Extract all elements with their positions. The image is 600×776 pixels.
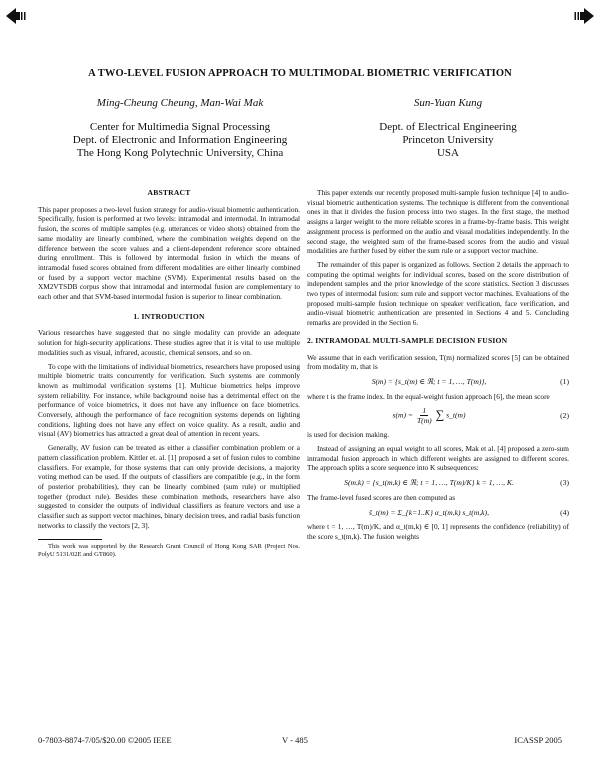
equation-1 xyxy=(307,377,569,387)
equation-3 xyxy=(307,478,569,488)
equation-rhs: s_t(m) xyxy=(446,410,466,420)
author-block-left xyxy=(60,97,300,160)
footer-conference: ICASSP 2005 xyxy=(514,735,562,745)
equation-2 xyxy=(307,406,569,425)
equation-4 xyxy=(307,508,569,518)
author-names: Sun-Yuan Kung xyxy=(413,97,483,109)
paragraph: where t is the frame index. In the equal-weight fusion approach [6], the mean score xyxy=(307,391,550,401)
affiliation-line: The Hong Kong Polytechnic University, China xyxy=(76,147,284,159)
affiliation-line: Dept. of Electronic and Information Engineering xyxy=(72,134,288,146)
footnote: This work was supported by the Research Grant Council of Hong Kong SAR (Project Nos. PolyU 5131/02E and GT860). xyxy=(38,542,300,558)
equation-fraction xyxy=(417,406,432,425)
equation-body: s̃_t(m) = Σ_{k=1..K} α_t(m,k) s_t(m,k), xyxy=(369,507,489,517)
abstract-heading: ABSTRACT xyxy=(147,188,191,197)
paragraph: where t = 1, …, T(m)/K, and α_t(m,k) ∈ [0, 1] represents the confidence (reliability) of the score s_t(m,k). The fusion weights xyxy=(307,522,569,541)
footnote-rule xyxy=(38,539,102,540)
paragraph: We assume that in each verification session, T(m) normalized scores [5] can be obtained from modality m, that is xyxy=(307,352,569,372)
paragraph: is used for decision making. xyxy=(307,430,390,440)
affiliation-line: USA xyxy=(436,147,459,159)
intro-heading: 1. INTRODUCTION xyxy=(133,311,205,321)
author-names: Ming-Cheung Cheung, Man-Wai Mak xyxy=(96,97,264,109)
paragraph: Various researches have suggested that no single modality can provide an adequate solution for high-security applications. These studies agree that it is vital to use multiple modalities such as visual, infrared, acoustic, chemical sensors, and so on. xyxy=(38,328,300,357)
author-block-right xyxy=(348,97,548,160)
right-column xyxy=(307,188,569,546)
left-column xyxy=(38,188,300,559)
equation-number: (4) xyxy=(560,507,569,517)
section-2-heading: 2. INTRAMODAL MULTI-SAMPLE DECISION FUSION xyxy=(307,335,508,345)
equation-lhs: s(m) = xyxy=(392,410,414,420)
paragraph: Generally, AV fusion can be treated as either a classifier combination problem or a pattern classification problem. Kittler et. al. [1] proposed a set of fusion rules to combine classifiers. For example, for those systems that can only provide decisions, a majority voting method can be used. If the outputs of classifiers are compatible (e.g., in the form of posterior probabilities), they can be linearly combined (sum rule) or multiplied together (product rule). Besides these combination methods, researchers have also suggested to consider the outputs of individual classifiers as feature vectors and use a classifier such as support vector machines, binary decision trees, and radial basis function networks to classify the vectors [2, 3]. xyxy=(38,443,300,530)
fraction-denominator: T(m) xyxy=(416,416,432,426)
paragraph: Instead of assigning an equal weight to all scores, Mak et al. [4] proposed a zero-sum intramodal fusion approach in which different weights are assigned to different scores. The approach splits a score sequence into K subsequences: xyxy=(307,444,569,473)
equation-number: (2) xyxy=(560,411,569,420)
summation-symbol: ∑ xyxy=(435,408,445,422)
affiliation-line: Dept. of Electrical Engineering xyxy=(379,121,517,133)
equation-body xyxy=(307,406,551,425)
equation-number: (3) xyxy=(560,478,569,488)
equation-number: (1) xyxy=(560,376,569,386)
paragraph: The frame-level fused scores are then computed as xyxy=(307,492,456,502)
affiliation-line: Center for Multimedia Signal Processing xyxy=(89,121,271,133)
abstract-text: This paper proposes a two-level fusion strategy for audio-visual biometric authentication. Specifically, fusion is performed at two levels: intramodal and intermodal. In intramodal fusion, the scores of multiple samples (e.g. utterances or video shots) obtained from the same modality are linearly combined, where the combination weights depend on the difference between the score values and a client-dependent reference score obtained during enrollment. This is followed by intermodal fusion in which the means of intramodal fused scores obtained from different modalities are either linearly combined or fused by a support vector machine (SVM). Experimental results based on the XM2VTSDB corpus show that intramodal and intermodal fusion are complementary to each other and that SVM-based intermodal fusion is superior to linear combination. xyxy=(38,204,300,302)
arrow-left-icon[interactable] xyxy=(6,8,28,24)
footer-isbn: 0-7803-8874-7/05/$20.00 ©2005 IEEE xyxy=(38,735,172,745)
fraction-numerator: 1 xyxy=(422,406,427,416)
footer-page-number: V - 485 xyxy=(282,735,308,745)
paragraph: The remainder of this paper is organized as follows. Section 2 details the approach to computing the optimal weights for individual scores, based on the score distribution of independent samples and the prior knowledge of the score statistics. Section 3 discusses two types of intermodal fusion: sum rule and support vector machines. Evaluations of the proposed multi-sample fusion technique on speaker verification, face verification, and audio-visual biometric authentication are presented in Sections 4 and 5. Concluding remarks are provided in the Section 6. xyxy=(307,259,569,328)
arrow-right-icon[interactable] xyxy=(572,8,594,24)
equation-body: S(m) = {s_t(m) ∈ ℜ; t = 1, …, T(m)}, xyxy=(371,376,487,386)
paper-title: A TWO-LEVEL FUSION APPROACH TO MULTIMODAL BIOMETRIC VERIFICATION xyxy=(88,68,512,79)
equation-body: S(m,k) = {s_t(m,k) ∈ ℜ; t = 1, …, T(m)/K} k = 1, …, K. xyxy=(344,478,514,488)
paragraph: This paper extends our recently proposed multi-sample fusion technique [4] to audio-visual biometric authentication systems. The technique is different from the conventional ones in that it divides the fusion process into two stages. In the first stage, the method assigns a larger weight to the more reliable scores in a frame-by-frame basis. This weight assignment process is performed on the audio and visual modalities independently. In the second stage, the weighted sum of the frame-based scores from the audio and visual modalities are further fused by either the sum rule or a support vector machine. xyxy=(307,188,569,256)
paragraph: To cope with the limitations of individual biometrics, researchers have proposed using multiple biometric traits concurrently for verification. Such systems are commonly known as multimodal verification systems [1]. Multicue biometrics helps improve system reliability. For instance, while background noise has a detrimental effect on the performance of voice biometrics, it does not have any influence on face biometrics. Conversely, although the performance of face recognition systems depends on lighting conditions, lighting does not have any effect on voice quality. As a result, audio and visual (AV) biometrics has attracted a great deal of attention in recent years. xyxy=(38,361,300,439)
affiliation-line: Princeton University xyxy=(402,134,494,146)
